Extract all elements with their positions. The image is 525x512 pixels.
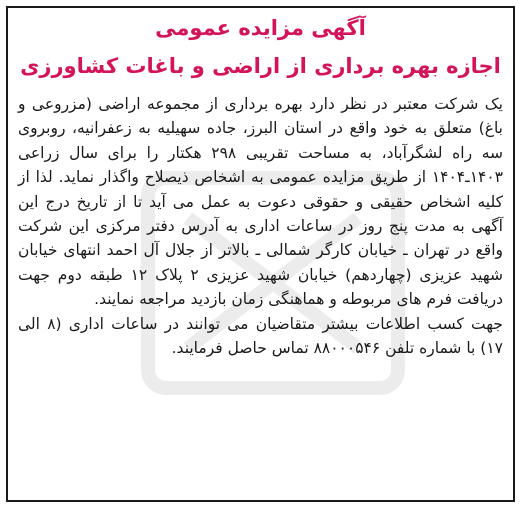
notice-paragraph-contact: جهت کسب اطلاعات بیشتر متقاضیان می توانند در ساعات اداری (۸ الی ۱۷) با شماره تلفن ۸۸۰۰۰۵۴۶ تماس حاصل فرمایند. [18, 314, 503, 358]
notice-body [18, 92, 503, 360]
notice-frame [6, 6, 515, 502]
notice-title: آگهی مزایده عمومی [155, 16, 366, 40]
notice-paragraph-main: یک شرکت معتبر در نظر دارد بهره برداری از مجموعه اراضی (مزروعی و باغ) متعلق به خود واقع در استان البرز، جاده سهیلیه به زعفرانیه، روبروی سه راه لشگرآباد، به مساحت تقریبی ۲۹۸ هکتار را برای سال زراعی ۱۴۰۳ـ۱۴۰۴ از طریق مزایده عمومی به اشخاص ذیصلاح واگذار نماید. لذا از کلیه اشخاص حقیقی و حقوقی دعوت به عمل می آید تا از تاریخ درج این آگهی به مدت پنج روز در ساعات اداری به آدرس دفتر مرکزی این شرکت واقع در تهران ـ خیابان کارگر شمالی ـ بالاتر از جلال آل احمد انتهای خیابان شهید عزیزی (چهاردهم) خیابان شهید عزیزی ۲ پلاک ۱۲ طبقه دوم جهت دریافت فرم های مربوطه و هماهنگی زمان بازدید مراجعه نمایند. [18, 95, 503, 309]
notice-subtitle: اجازه بهره برداری از اراضی و باغات کشاورزی [20, 54, 501, 78]
